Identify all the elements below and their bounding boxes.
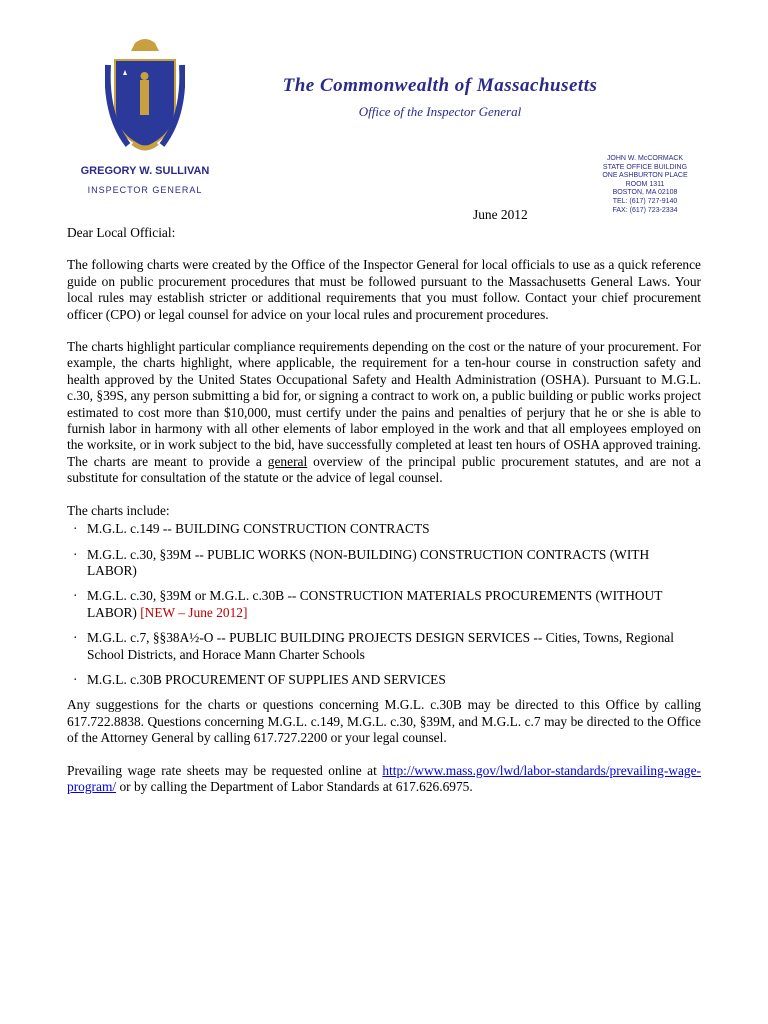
address-line: ONE ASHBURTON PLACE: [602, 172, 688, 180]
greeting: Dear Local Official:: [67, 225, 176, 240]
address-line: TEL: (617) 727-9140: [612, 197, 678, 205]
list-item: [67, 672, 701, 688]
paragraph-contacts: Any suggestions for the charts or questions concerning M.G.L. c.30B may be directed to this Office by calling 617.722.8838. Questions concerning M.G.L. c.149, M.G.L. c.30, §39M, and M.G.L. c.7 may be directed to the Office of the Attorney General by calling 617.727.2200 or your legal counsel.: [67, 697, 701, 746]
bullet-icon: ·: [73, 546, 78, 562]
sender-block: [60, 163, 230, 199]
address-line: ROOM 1311: [625, 180, 665, 188]
paragraph-intro: The following charts were created by the Office of the Inspector General for local officials to use as a quick reference guide on public procurement procedures that must be followed pursuant to the Massachusetts General Laws. Your local rules may establish stricter or additional requirements that you must follow. Contact your chief procurement officer (CPO) or legal counsel for advice on your local rules and procurement procedures.: [67, 257, 701, 322]
massachusetts-seal-icon: [105, 35, 185, 160]
bullet-icon: ·: [73, 521, 78, 537]
letter-date: June 2012: [473, 207, 528, 222]
list-item: [67, 547, 701, 580]
office-subtitle: Office of the Inspector General: [358, 104, 522, 120]
text: The charts highlight particular compliance requirements depending on the cost or the nature of your procurement. For example, the charts highlight, where applicable, the requirement for a ten-hour course in construction safety and health approved by the United States Occupational Safety and Health Administration (OSHA). Pursuant to M.G.L. c.30, §39S, any person submitting a bid for, or signing a contract to work on, a public building or public works project estimated to cost more than $10,000, must certify under the pains and penalties of perjury that he or she is able to furnish labor in harmony with all other elements of labor employed in the work and that all employees employed on the worksite, or in work subject to the bid, have successfully completed at least ten hours of OSHA approved training. The charts are meant to provide a: [67, 339, 701, 469]
bullet-icon: ·: [73, 588, 78, 604]
letterhead-title: [190, 75, 690, 121]
paragraph-wage: [67, 763, 701, 796]
bullet-icon: ·: [73, 630, 78, 646]
prevailing-wage-link[interactable]: http://www.mass.gov/lwd/labor-standards/prevailing-wage-program/: [67, 762, 701, 794]
underlined-text: general: [267, 453, 308, 469]
address-line: BOSTON, MA 02108: [612, 189, 678, 197]
address-block: [585, 155, 705, 215]
item-text: M.G.L. c.30, §39M or M.G.L. c.30B -- CONSTRUCTION MATERIALS PROCUREMENTS (WITHOUT LABOR): [87, 588, 663, 620]
sender-title: INSPECTOR GENERAL: [87, 185, 203, 196]
text: or by calling the Department of Labor Standards at 617.626.6975.: [116, 778, 473, 794]
item-text: M.G.L. c.7, §§38A½-O -- PUBLIC BUILDING PROJECTS DESIGN SERVICES -- Cities, Towns, Regional School Districts, and Horace Mann Charter Schools: [87, 630, 674, 662]
address-line: FAX: (617) 723-2334: [612, 206, 678, 214]
sender-name: GREGORY W. SULLIVAN: [80, 165, 210, 177]
address-line: JOHN W. McCORMACK: [606, 155, 684, 162]
commonwealth-title: The Commonwealth of Massachusetts: [282, 75, 598, 96]
list-item: [67, 630, 701, 663]
text: Prevailing wage rate sheets may be requested online at: [67, 762, 383, 778]
item-text: M.G.L. c.30B PROCUREMENT OF SUPPLIES AND SERVICES: [87, 671, 446, 687]
bullet-icon: ·: [73, 671, 78, 687]
item-text: M.G.L. c.30, §39M -- PUBLIC WORKS (NON-BUILDING) CONSTRUCTION CONTRACTS (WITH LABOR): [87, 546, 650, 578]
address-line: STATE OFFICE BUILDING: [602, 163, 688, 171]
text: overview of the principal public procurement statutes, and are not a substitute for consultation of the statute or the advice of legal counsel.: [67, 453, 701, 486]
item-text: M.G.L. c.149 -- BUILDING CONSTRUCTION CONTRACTS: [87, 521, 430, 537]
new-note: [NEW – June 2012]: [140, 604, 248, 620]
includes-label: The charts include:: [67, 502, 170, 518]
list-item: [67, 588, 701, 621]
charts-list: [67, 521, 701, 688]
list-item: [67, 521, 701, 537]
paragraph-charts: [67, 339, 701, 487]
letter-body: [67, 225, 701, 811]
